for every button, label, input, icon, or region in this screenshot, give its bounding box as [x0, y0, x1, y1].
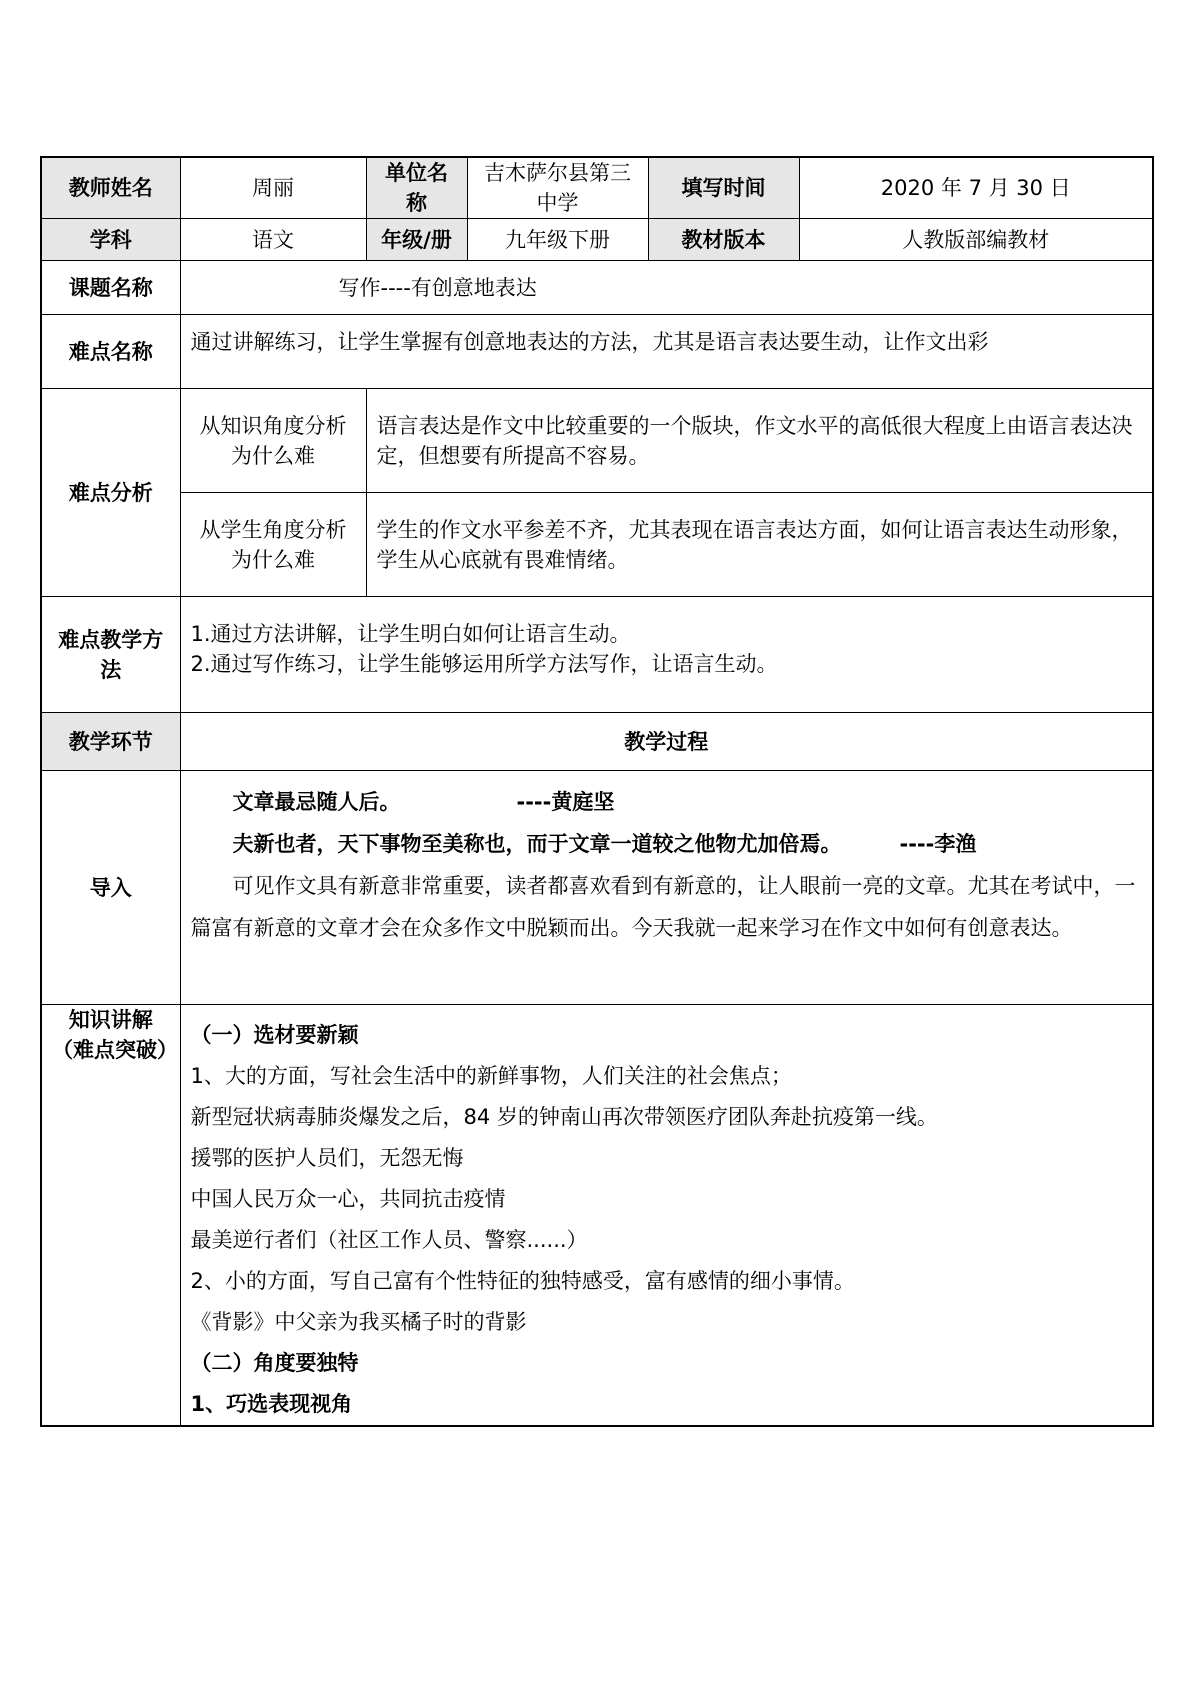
- knowledge-line-2: 1、大的方面，写社会生活中的新鲜事物，人们关注的社会焦点；: [190, 1064, 792, 1088]
- quote-2-author: ----李渔: [899, 832, 977, 856]
- method-cell: [180, 597, 1153, 713]
- knowledge-angle-label: 从知识角度分析为什么难: [180, 389, 366, 493]
- process-step-label: 教学环节: [41, 713, 180, 771]
- quote-2: [191, 823, 1143, 865]
- knowledge-line-10: 1、巧选表现视角: [190, 1392, 353, 1416]
- intro-row: [41, 771, 1153, 1005]
- grade-value: 九年级下册: [467, 219, 648, 261]
- topic-value: 写作----有创意地表达: [338, 275, 537, 300]
- date-value: 2020 年 7 月 30 日: [799, 157, 1153, 219]
- unit-value: 吉木萨尔县第三中学: [467, 157, 648, 219]
- process-header-row: [41, 713, 1153, 771]
- method-row: [41, 597, 1153, 713]
- difficulty-value: 通过讲解练习，让学生掌握有创意地表达的方法，尤其是语言表达要生动，让作文出彩: [180, 315, 1153, 389]
- knowledge-line-3: 新型冠状病毒肺炎爆发之后，84 岁的钟南山再次带领医疗团队奔赴抗疫第一线。: [190, 1105, 938, 1129]
- teacher-value: 周丽: [180, 157, 366, 219]
- subject-label: 学科: [41, 219, 180, 261]
- knowledge-line-7: 2、小的方面，写自己富有个性特征的独特感受，富有感情的细小事情。: [190, 1269, 855, 1293]
- teacher-label: 教师姓名: [41, 157, 180, 219]
- knowledge-row: [41, 1005, 1153, 1427]
- knowledge-angle-value: 语言表达是作文中比较重要的一个版块，作文水平的高低很大程度上由语言表达决定，但想要有所提高不容易。: [366, 389, 1153, 493]
- analysis-student-row: [41, 493, 1153, 597]
- knowledge-line-1: （一）选材要新颖: [190, 1023, 359, 1047]
- knowledge-line-6: 最美逆行者们（社区工作人员、警察......）: [190, 1228, 588, 1252]
- grade-label: 年级/册: [366, 219, 467, 261]
- quote-1-text: 文章最忌随人后。: [232, 790, 401, 814]
- process-content-label: 教学过程: [180, 713, 1153, 771]
- lesson-plan-page: [40, 156, 1152, 1427]
- method-label: 难点教学方法: [41, 597, 180, 713]
- method-item-1: 1.通过方法讲解，让学生明白如何让语言生动。: [190, 622, 631, 646]
- difficulty-label: 难点名称: [41, 315, 180, 389]
- difficulty-row: [41, 315, 1153, 389]
- topic-cell: [180, 261, 1153, 315]
- header-row-2: [41, 219, 1153, 261]
- intro-cell: [180, 771, 1153, 1005]
- edition-label: 教材版本: [648, 219, 799, 261]
- quote-1-author: ----黄庭坚: [516, 790, 615, 814]
- topic-label: 课题名称: [41, 261, 180, 315]
- topic-row: [41, 261, 1153, 315]
- lesson-plan-table: [40, 156, 1154, 1427]
- unit-label: 单位名称: [366, 157, 467, 219]
- header-row-1: [41, 157, 1153, 219]
- date-label: 填写时间: [648, 157, 799, 219]
- quote-2-text: 夫新也者，天下事物至美称也，而于文章一道较之他物尤加倍焉。: [232, 832, 842, 856]
- knowledge-line-9: （二）角度要独特: [190, 1351, 359, 1375]
- knowledge-line-8: 《背影》中父亲为我买橘子时的背影: [190, 1310, 527, 1334]
- method-item-2: 2.通过写作练习，让学生能够运用所学方法写作，让语言生动。: [190, 652, 778, 676]
- knowledge-line-4: 援鄂的医护人员们，无怨无悔: [190, 1146, 464, 1170]
- knowledge-line-5: 中国人民万众一心，共同抗击疫情: [190, 1187, 506, 1211]
- analysis-knowledge-row: [41, 389, 1153, 493]
- analysis-label: 难点分析: [41, 389, 180, 597]
- intro-label: 导入: [41, 771, 180, 1005]
- knowledge-cell: [180, 1005, 1153, 1427]
- subject-value: 语文: [180, 219, 366, 261]
- student-angle-label: 从学生角度分析为什么难: [180, 493, 366, 597]
- edition-value: 人教版部编教材: [799, 219, 1153, 261]
- intro-paragraph: 可见作文具有新意非常重要，读者都喜欢看到有新意的，让人眼前一亮的文章。尤其在考试中，一篇富有新意的文章才会在众多作文中脱颖而出。今天我就一起来学习在作文中如何有创意表达。: [190, 874, 1136, 940]
- student-angle-value: 学生的作文水平参差不齐，尤其表现在语言表达方面，如何让语言表达生动形象，学生从心底就有畏难情绪。: [366, 493, 1153, 597]
- knowledge-label: 知识讲解（难点突破）: [41, 1005, 180, 1427]
- quote-1: [191, 781, 1143, 823]
